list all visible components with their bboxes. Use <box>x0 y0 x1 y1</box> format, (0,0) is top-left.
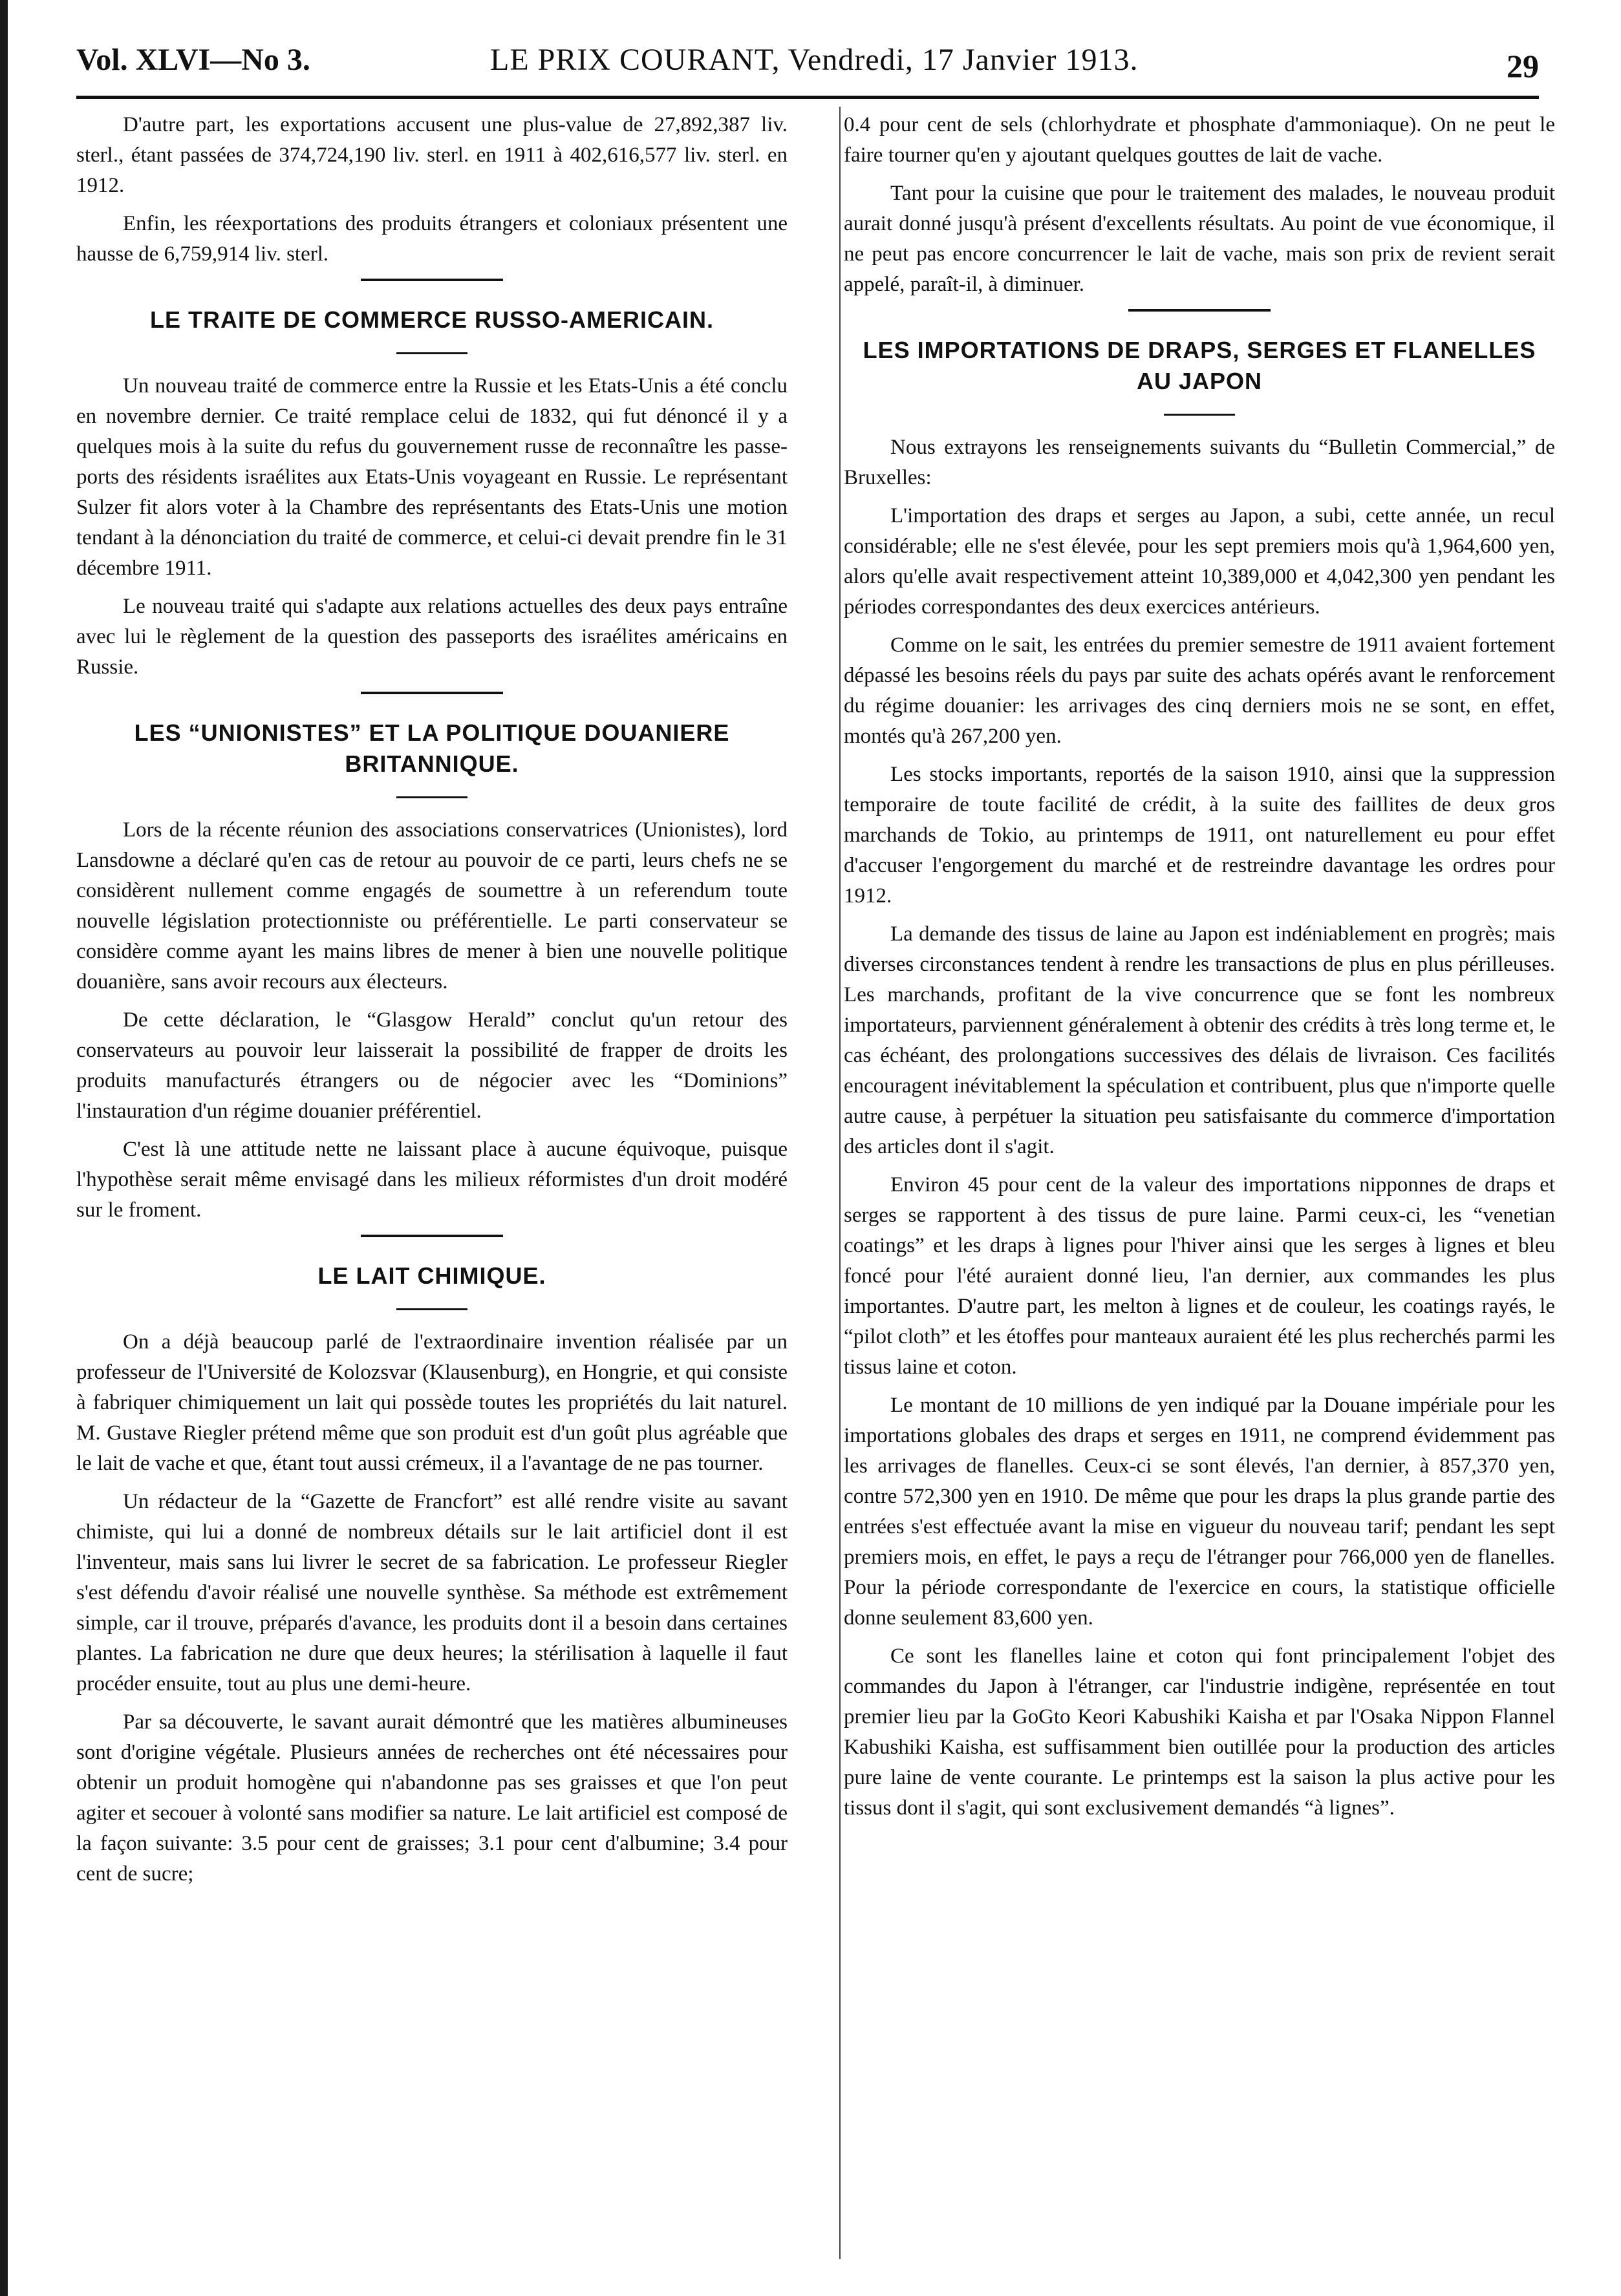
page-header <box>76 36 1539 94</box>
heading-rule <box>396 352 467 354</box>
article-heading: LE LAIT CHIMIQUE. <box>317 1262 546 1289</box>
section-rule <box>361 279 503 281</box>
header-rule <box>76 96 1539 99</box>
article-paragraph: Le nouveau traité qui s'adapte aux relations actuelles des deux pays entraîne avec lui le règlement de la question des passeports des israélites américains en Russie. <box>76 595 788 679</box>
article-paragraph: Comme on le sait, les entrées du premier semestre de 1911 avaient fortement dépassé les besoins réels du pays par suite des achats opérés avant le renforcement du régime douanier: les arrivages des cinq derniers mois ne se sont, en effet, montés qu'à 267,200 yen. <box>844 633 1555 748</box>
column-divider <box>839 107 841 2259</box>
heading-rule <box>1164 414 1235 416</box>
article-paragraph: Les stocks importants, reportés de la saison 1910, ainsi que la suppression temporaire de toute facilité de crédit, à la suite des faillites de deux gros marchands de Tokio, au printemps de 1911, ont naturellement eu pour effet d'accuser l'engorgement du marché et de restreindre davantage les ordres pour 1912. <box>844 763 1555 908</box>
scan-edge-shadow <box>0 0 8 2296</box>
heading-rule <box>396 796 467 798</box>
article-paragraph: Le montant de 10 millions de yen indiqué par la Douane impériale pour les importations globales des draps et serges en 1911, ne comprend évidemment pas les arrivages de flanelles. Ceux-ci se sont élevés, l'an dernier, à 857,370 yen, contre 572,300 yen en 1910. De même que pour les draps la plus grande partie des entrées s'est effectuée avant la mise en vigueur du nouveau tarif; pendant les sept premiers mois, en effet, le pays a reçu de l'étranger pour 766,000 yen de flanelles. Pour la période correspondante de l'exercice en cours, la statistique officielle donne seulement 83,600 yen. <box>844 1394 1555 1630</box>
continued-paragraph: 0.4 pour cent de sels (chlorhydrate et phosphate d'ammoniaque). On ne peut le faire tourner qu'en y ajoutant quelques gouttes de lait de vache. <box>844 113 1555 167</box>
article-paragraph: On a déjà beaucoup parlé de l'extraordinaire invention réalisée par un professeur de l'Université de Kolozsvar (Klausenburg), en Hongrie, et qui consiste à fabriquer chimiquement un lait qui possède toutes les propriétés du lait naturel. M. Gustave Riegler prétend même que son produit est d'un goût plus agréable que le lait de vache et que, étant tout aussi crémeux, il a l'avantage de ne pas tourner. <box>76 1330 788 1475</box>
intro-paragraph: D'autre part, les exportations accusent une plus-value de 27,892,387 liv. sterl., étant passées de 374,724,190 liv. sterl. en 1911 à 402,616,577 liv. sterl. en 1912. <box>76 113 788 197</box>
article-paragraph: Ce sont les flanelles laine et coton qui font principalement l'objet des commandes du Japon à l'étranger, car l'industrie indigène, représentée en tout premier lieu par la GoGto Keori Kabushiki Kaisha et par l'Osaka Nippon Flannel Kabushiki Kaisha, est suffisamment bien outillée pour la production des articles pure laine de vente courante. Le printemps est la saison la plus active pour les tissus dont il s'agit, qui sont exclusivement demandés “à lignes”. <box>844 1644 1555 1820</box>
article-paragraph: Lors de la récente réunion des associations conservatrices (Unionistes), lord Lansdowne a déclaré qu'en cas de retour au pouvoir de ce parti, leurs chefs ne se considèrent nullement comme engagés de soumettre à un referendum toute nouvelle législation protectionniste ou préférentielle. Le parti conservateur se considère comme ayant les mains libres de mener à bien une nouvelle politique douanière, sans avoir recours aux électeurs. <box>76 818 788 994</box>
heading-rule <box>396 1308 467 1310</box>
article-paragraph: Un nouveau traité de commerce entre la Russie et les Etats-Unis a été conclu en novembre dernier. Ce traité remplace celui de 1832, qui fut dénoncé il y a quelques mois à la suite du refus du gouvernement russe de reconnaître les passe-ports des résidents israélites aux Etats-Unis voyageant en Russie. Le représentant Sulzer fit alors voter à la Chambre des représentants des Etats-Unis une motion tendant à la dénonciation du traité de commerce, et celui-ci devait prendre fin le 31 décembre 1911. <box>76 374 788 580</box>
article-paragraph: C'est là une attitude nette ne laissant place à aucune équivoque, puisque l'hypothèse serait même envisagé dans les milieux réformistes d'un droit modéré sur le froment. <box>76 1138 788 1222</box>
article-paragraph: De cette déclaration, le “Glasgow Herald” conclut qu'un retour des conservateurs au pouvoir leur laisserait la possibilité de frapper de droits les produits manufacturés étrangers ou de négocier avec les “Dominions” l'instauration d'un régime douanier préférentiel. <box>76 1008 788 1123</box>
article-paragraph: Tant pour la cuisine que pour le traitement des malades, le nouveau produit aurait donné jusqu'à présent d'excellents résultats. Au point de vue économique, il ne peut pas encore concurrencer le lait de vache, mais son prix de revient serait appelé, paraît-il, à diminuer. <box>844 182 1555 296</box>
article-heading: LES “UNIONISTES” ET LA POLITIQUE DOUANIERE BRITANNIQUE. <box>134 719 730 777</box>
page-number: 29 <box>1507 48 1539 84</box>
section-rule <box>361 1235 503 1237</box>
right-column <box>844 110 1555 1831</box>
section-rule <box>1128 309 1271 312</box>
article-paragraph: La demande des tissus de laine au Japon est indéniablement en progrès; mais diverses circonstances tendent à rendre les transactions de plus en plus périlleuses. Les marchands, profitant de la vive concurrence que se font les nombreux importateurs, parviennent généralement à obtenir des crédits à très long terme et, le cas échéant, des prolongations successives des délais de livraison. Ces facilités encouragent inévitablement la spéculation et contribuent, plus que n'importe quelle autre cause, à perpétuer la situation peu satisfaisante du commerce d'importation des articles dont il s'agit. <box>844 922 1555 1158</box>
article-paragraph: L'importation des draps et serges au Japon, a subi, cette année, un recul considérable; elle ne s'est élevée, pour les sept premiers mois qu'à 1,964,600 yen, alors qu'elle avait respectivement atteint 10,389,000 et 4,042,300 yen pendant les périodes correspondantes des deux exercices antérieurs. <box>844 504 1555 619</box>
intro-paragraph: Enfin, les réexportations des produits étrangers et coloniaux présentent une hausse de 6,759,914 liv. sterl. <box>76 212 788 266</box>
article-heading: LES IMPORTATIONS DE DRAPS, SERGES ET FLANELLES AU JAPON <box>863 337 1536 394</box>
article-paragraph: Un rédacteur de la “Gazette de Francfort” est allé rendre visite au savant chimiste, qui lui a donné de nombreux détails sur le lait artificiel dont il est l'inventeur, mais sans lui livrer le secret de sa fabrication. Le professeur Riegler s'est défendu d'avoir réalisé une nouvelle synthèse. Sa méthode est extrêmement simple, car il trouve, préparés d'avance, les produits dont il a besoin dans certaines plantes. La fabrication ne dure que deux heures; la stérilisation à laquelle il faut procéder ensuite, tout au plus une demi-heure. <box>76 1490 788 1695</box>
volume-number: Vol. XLVI—No 3. <box>76 43 310 77</box>
article-heading: LE TRAITE DE COMMERCE RUSSO-AMERICAIN. <box>149 306 714 333</box>
article-paragraph: Par sa découverte, le savant aurait démontré que les matières albumineuses sont d'origine végétale. Plusieurs années de recherches ont été nécessaires pour obtenir un produit homogène qui n'abandonne pas ses graisses et que l'on peut agiter et secouer à volonté sans modifier sa nature. Le lait artificiel est composé de la façon suivante: 3.5 pour cent de graisses; 3.1 pour cent d'albumine; 3.4 pour cent de sucre; <box>76 1710 788 1886</box>
publication-title: LE PRIX COURANT, Vendredi, 17 Janvier 1913. <box>490 43 1139 77</box>
article-paragraph: Environ 45 pour cent de la valeur des importations nipponnes de draps et serges se rapportent à des tissus de pure laine. Parmi ceux-ci, les “venetian coatings” et les draps à lignes pour l'hiver ainsi que les serges à lignes et bleu foncé pour l'été auraient donné lieu, l'an dernier, aux commandes les plus importantes. D'autre part, les melton à lignes et de couleur, les coatings rayés, le “pilot cloth” et les étoffes pour manteaux auraient été les plus recherchés parmi les tissus laine et coton. <box>844 1173 1555 1379</box>
left-column <box>76 110 788 1897</box>
section-rule <box>361 692 503 694</box>
article-paragraph: Nous extrayons les renseignements suivants du “Bulletin Commercial,” de Bruxelles: <box>844 436 1555 489</box>
